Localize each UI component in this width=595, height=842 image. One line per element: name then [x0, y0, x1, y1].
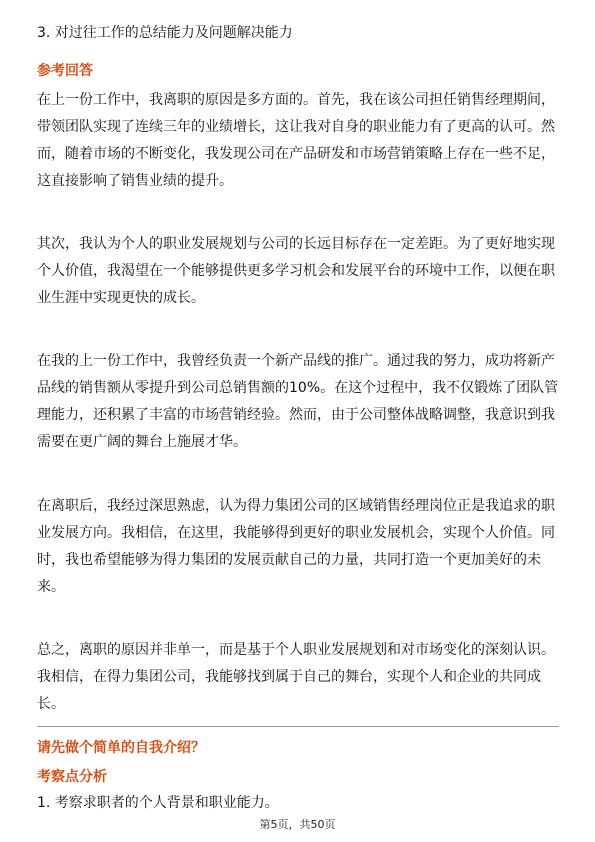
page-number-footer: 第5页，共50页 — [259, 818, 336, 831]
question-heading: 3. 对过往工作的总结能力及问题解决能力 — [37, 25, 293, 41]
answer-paragraph: 在离职后，我经过深思熟虑，认为得力集团公司的区域销售经理岗位正是我追求的职业发展方向。我相信，在这里，我能够得到更好的职业发展机会，实现个人价值。同时，我也希望能够为得力集团的发展贡献自己的力量，共同打造一个更加美好的未来。 — [37, 498, 555, 595]
section-divider — [37, 726, 559, 727]
answer-paragraph: 在上一份工作中，我离职的原因是多方面的。首先，我在该公司担任销售经理期间，带领团队实现了连续三年的业绩增长，这让我对自身的职业能力有了更高的认可。然而，随着市场的不断变化，我发现公司在产品研发和市场营销策略上存在一些不足，这直接影响了销售业绩的提升。 — [37, 92, 555, 189]
analysis-item: 1. 考察求职者的个人背景和职业能力。 — [37, 795, 279, 811]
next-question-heading: 请先做个简单的自我介绍？ — [37, 740, 205, 756]
analysis-label: 考察点分析 — [37, 769, 107, 785]
reference-answer-label: 参考回答 — [37, 63, 93, 79]
answer-paragraph: 在我的上一份工作中，我曾经负责一个新产品线的推广。通过我的努力，成功将新产品线的销售额从零提升到公司总销售额的10%。在这个过程中，我不仅锻炼了团队管理能力，还积累了丰富的市场营销经验。然而，由于公司整体战略调整，我意识到我需要在更广阔的舞台上施展才华。 — [37, 353, 559, 450]
answer-paragraph: 总之，离职的原因并非单一，而是基于个人职业发展规划和对市场变化的深刻认识。我相信，在得力集团公司，我能够找到属于自己的舞台，实现个人和企业的共同成长。 — [37, 642, 555, 712]
answer-paragraph: 其次，我认为个人的职业发展规划与公司的长远目标存在一定差距。为了更好地实现个人价值，我渴望在一个能够提供更多学习机会和发展平台的环境中工作，以便在职业生涯中实现更快的成长。 — [37, 236, 555, 306]
